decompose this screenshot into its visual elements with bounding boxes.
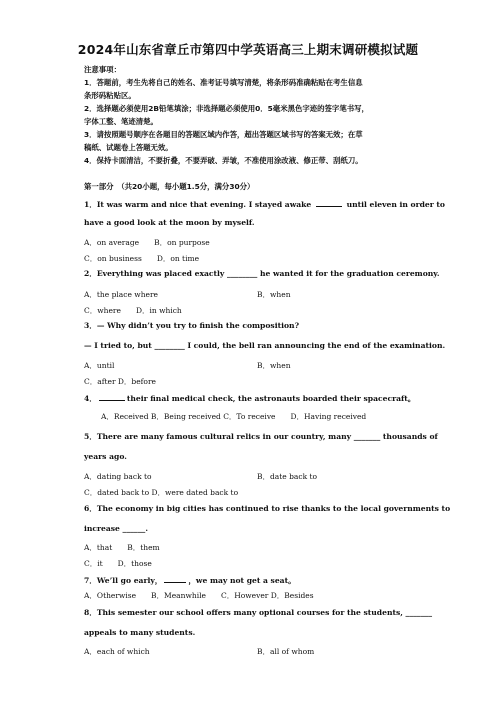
- question-8: 8．This semester our school offers many optional courses for the students, _______: [84, 608, 433, 617]
- option-a: A．until: [84, 361, 115, 370]
- question-text: until eleven in order to: [346, 200, 445, 209]
- notice-line: 稿纸、试题卷上答题无效。: [84, 143, 173, 152]
- option-row: A．on average B．on purpose: [84, 238, 210, 247]
- notice-line: 1．答题前，考生先将自己的姓名、准考证号填写清楚，将条形码准确粘贴在考生信息: [84, 78, 363, 87]
- answer-blank: [164, 575, 186, 583]
- question-5: 5．There are many famous cultural relics in our country, many _______ thousands of: [84, 432, 438, 441]
- option-row: C．where D．in which: [84, 306, 182, 315]
- question-dialog: — I tried to, but ________ I could, the bell ran announcing the end of the examination.: [84, 341, 446, 350]
- question-text: increase ______.: [84, 524, 148, 533]
- option-a: A．dating back to: [84, 472, 152, 481]
- option-b: B．all of whom: [257, 647, 315, 656]
- section-heading: 第一部分 （共20小题，每小题1.5分，满分30分）: [84, 182, 255, 191]
- option-row: C．it D．those: [84, 559, 152, 568]
- option-row: C．after D．before: [84, 377, 156, 386]
- option-row: C．dated back to D．were dated back to: [84, 488, 239, 497]
- question-text: their final medical check, the astronauts boarded their spacecraft。: [126, 394, 416, 403]
- option-row: A．that B．them: [84, 543, 160, 552]
- question-text: have a good look at the moon by myself.: [84, 218, 255, 227]
- question-number: 4．: [84, 394, 97, 403]
- notice-line: 3．请按照题号顺序在各题目的答题区域内作答，超出答题区域书写的答案无效；在草: [84, 130, 363, 139]
- option-a: A．each of which: [84, 647, 150, 656]
- notice-line: 字体工整、笔迹清楚。: [84, 117, 158, 126]
- question-text: ，we may not get a seat。: [188, 576, 296, 585]
- notice-line: 4．保持卡面清洁，不要折叠，不要弄破、弄皱，不准使用涂改液、修正带、刮纸刀。: [84, 156, 363, 165]
- question-text: appeals to many students.: [84, 628, 196, 637]
- question-7: [84, 575, 296, 586]
- answer-blank: [99, 393, 125, 401]
- notice-line: 条形码粘贴区。: [84, 91, 136, 100]
- question-text: years ago.: [84, 452, 127, 461]
- notice-heading: 注意事项：: [84, 65, 121, 74]
- page-title: 2024年山东省章丘市第四中学英语高三上期末调研模拟试题: [77, 42, 419, 57]
- question-text: 7．We’ll go early，: [84, 576, 163, 585]
- question-3: 3．— Why didn’t you try to finish the composition?: [84, 321, 300, 330]
- option-row: A．Received B．Being received C．To receive D．Having received: [101, 412, 367, 421]
- option-a: A．the place where: [84, 290, 158, 299]
- question-2: 2．Everything was placed exactly ________ he wanted it for the graduation ceremony.: [84, 269, 440, 278]
- option-row: C．on business D．on time: [84, 254, 200, 263]
- notice-line: 2．选择题必须使用2B铅笔填涂；非选择题必须使用0．5毫米黑色字迹的签字笔书写，: [84, 104, 369, 113]
- question-text: 1．It was warm and nice that evening. I stayed awake: [84, 200, 312, 209]
- answer-blank: [316, 199, 342, 207]
- option-row: A．Otherwise B．Meanwhile C．However D．Besides: [84, 591, 314, 600]
- question-6: 6．The economy in big cities has continued to rise thanks to the local governments to: [84, 504, 451, 513]
- option-b: B．when: [257, 290, 291, 299]
- question-1: [84, 199, 445, 210]
- option-b: B．date back to: [257, 472, 318, 481]
- question-4: [84, 393, 415, 404]
- option-b: B．when: [257, 361, 291, 370]
